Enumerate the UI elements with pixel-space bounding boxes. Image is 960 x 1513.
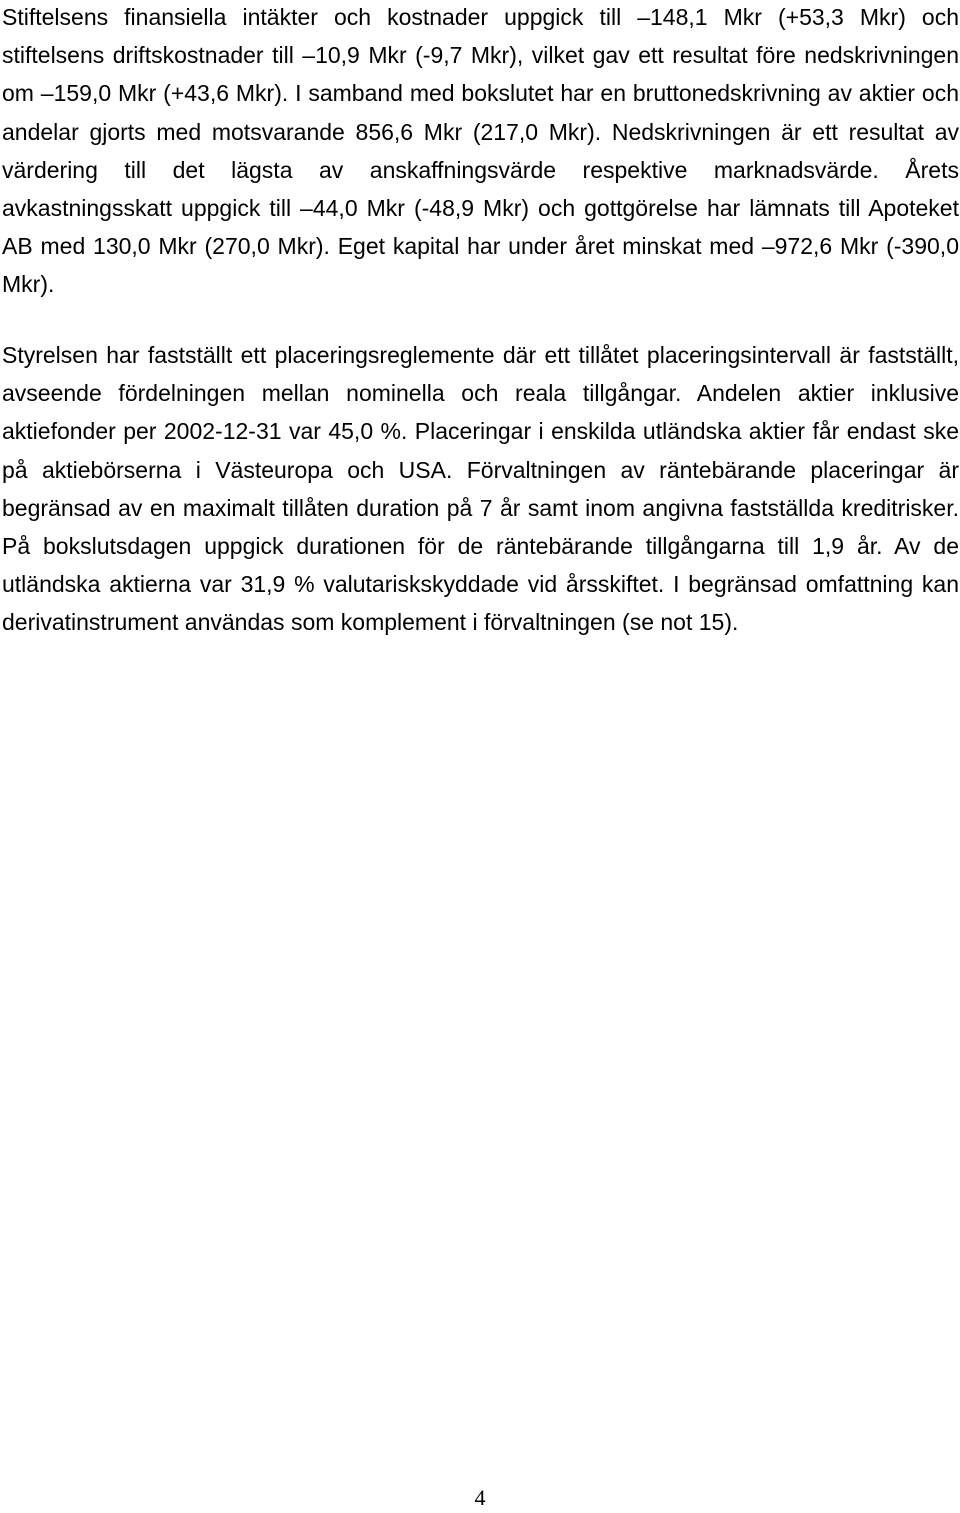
- paragraph-investment-policy: Styrelsen har fastställt ett placeringsreglemente där ett tillåtet placeringsintervall är fastställt, avseende fördelningen mellan nominella och reala tillgångar. Andelen aktier inklusive aktiefonder per 2002-12-31 var 45,0 %. Placeringar i enskilda utländska aktier får endast ske på aktiebörserna i Västeuropa och USA. Förvaltningen av räntebärande placeringar är begränsad av en maximalt tillåten duration på 7 år samt inom angivna fastställda kreditrisker. På bokslutsdagen uppgick durationen för de räntebärande tillgångarna till 1,9 år. Av de utländska aktierna var 31,9 % valutariskskyddade vid årsskiftet. I begränsad omfattning kan derivatinstrument användas som komplement i förvaltningen (se not 15).: [2, 342, 959, 636]
- paragraph-financial-results: Stiftelsens finansiella intäkter och kostnader uppgick till –148,1 Mkr (+53,3 Mkr) och stiftelsens driftskostnader till –10,9 Mkr (-9,7 Mkr), vilket gav ett resultat före nedskrivningen om –159,0 Mkr (+43,6 Mkr). I samband med bokslutet har en bruttonedskrivning av aktier och andelar gjorts med motsvarande 856,6 Mkr (217,0 Mkr). Nedskrivningen är ett resultat av värdering till det lägsta av anskaffningsvärde respektive marknadsvärde. Årets avkastningsskatt uppgick till –44,0 Mkr (-48,9 Mkr) och gottgörelse har lämnats till Apoteket AB med 130,0 Mkr (270,0 Mkr). Eget kapital har under året minskat med –972,6 Mkr (-390,0 Mkr).: [2, 4, 959, 298]
- page-number: 4: [474, 1485, 486, 1510]
